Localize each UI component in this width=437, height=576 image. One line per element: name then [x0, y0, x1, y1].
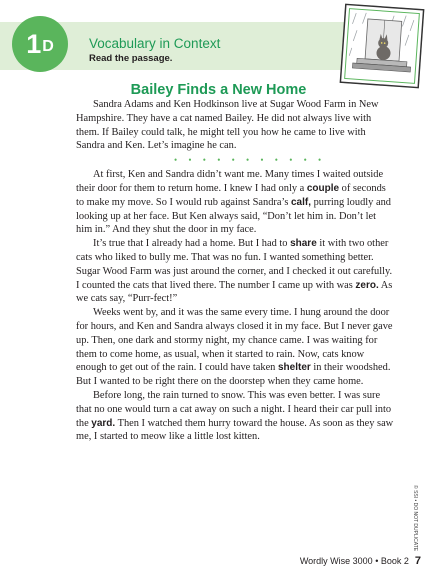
page-footer: [300, 555, 421, 567]
lesson-letter: D: [42, 38, 54, 55]
vocabulary-word: yard.: [91, 417, 116, 429]
lesson-number: 1: [26, 28, 42, 59]
lesson-badge: [12, 16, 68, 72]
section-instruction: Read the passage.: [89, 53, 173, 64]
passage-paragraph: It’s true that I already had a home. But I had to share it with two other cats who liked to bully me. That was no fun. I wanted something better. Sugar Wood Farm was just around the corner, and I checked it out carefully. I counted the cats that lived there. The number I came up with was zero. As we cats say, “Purr-fect!”: [76, 238, 393, 305]
section-title: Vocabulary in Context: [89, 36, 221, 51]
passage-paragraph: Before long, the rain turned to snow. This was even better. I was sure that no one would turn a cat away on such a night. I heard their car pull into the yard. Then I watched them hurry toward the house. As soon as they saw me, I started to meow like a little lost kitten.: [76, 389, 394, 443]
story-title: Bailey Finds a New Home: [130, 82, 307, 98]
page-number: 7: [414, 555, 421, 567]
passage: [76, 98, 394, 444]
cat-in-rain-illustration: [339, 3, 424, 88]
vocabulary-word: share: [290, 238, 317, 250]
passage-paragraph: At first, Ken and Sandra didn’t want me. Many times I waited outside their door for them to return home. I knew I had only a couple of seconds to make my move. So I would rub against Sandra’s calf, purring loudly and looking up at her face. But Ken always said, “Don’t let him in. Don’t let him in.” And they shut the door in my face.: [76, 169, 391, 236]
vocabulary-word: zero.: [355, 279, 379, 291]
copyright-notice: © SSI • DO NOT DUPLICATE: [412, 485, 418, 552]
vocabulary-word: calf,: [291, 196, 312, 208]
series-title: Wordly Wise 3000 • Book 2: [299, 556, 409, 566]
section-divider: • • • • • • • • • • •: [174, 155, 326, 166]
passage-paragraph: Weeks went by, and it was the same every time. I hung around the door for hours, and Ken and Sandra always closed it in my face. But I never gave up. Then, one dark and stormy night, my chance came. I was waiting for them to come home, as usual, when it started to rain. Now, cats know enough to get out of the rain. I could have taken shelter in their woodshed. But I wanted to be right there on the doorstep when they came home.: [76, 307, 393, 388]
passage-paragraph: Sandra Adams and Ken Hodkinson live at Sugar Wood Farm in New Hampshire. They have a cat named Bailey. He did not always live with them. If Bailey could talk, he might tell you how he came to live with Sandra and Ken. Let’s imagine he can.: [76, 99, 379, 152]
vocabulary-word: couple: [306, 182, 340, 194]
vocabulary-word: shelter: [277, 362, 311, 374]
